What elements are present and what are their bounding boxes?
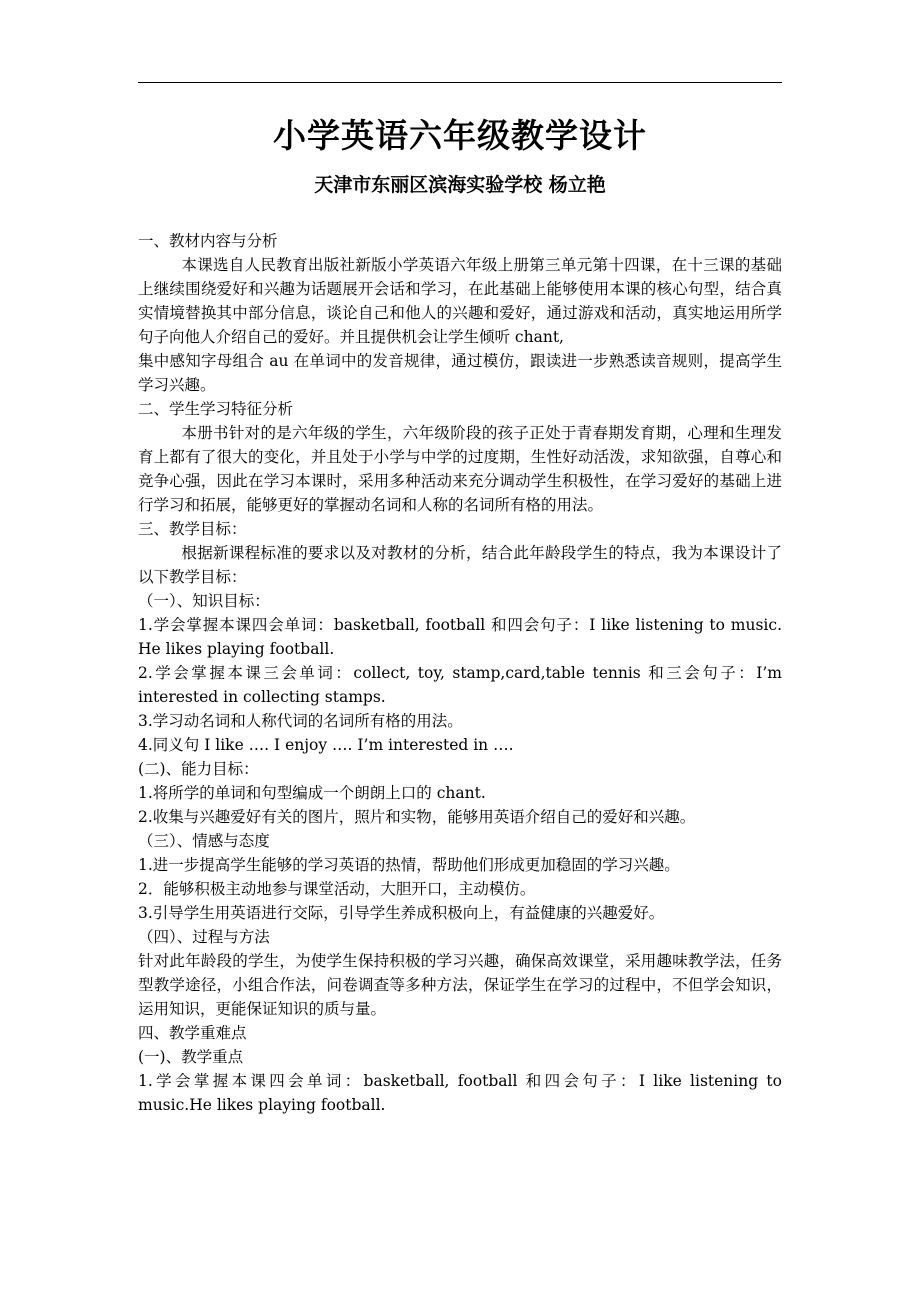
paragraph: 集中感知字母组合 au 在单词中的发音规律，通过模仿，跟读进一步熟悉读音规则，提高学生学习兴趣。 (138, 352, 782, 394)
list-item: 3.学习动名词和人称代词的名词所有格的用法。 (138, 712, 463, 730)
section-heading: 二、学生学习特征分析 (138, 400, 294, 418)
list-item: 1.学会掌握本课四会单词：basketball, football 和四会句子：I like listening to music. He likes playing football. (138, 616, 782, 658)
section-heading: 一、教材内容与分析 (138, 232, 278, 250)
subsection-heading: (二)、能力目标： (138, 760, 259, 778)
subsection-heading: （三）、情感与态度 (138, 832, 270, 850)
header-rule (138, 82, 782, 83)
list-item: 2.学会掌握本课三会单词：collect, toy, stamp,card,table tennis 和三会句子：I’m interested in collecting stamps. (138, 664, 782, 706)
document-body (138, 229, 782, 1117)
document-author: 天津市东丽区滨海实验学校 杨立艳 (314, 174, 606, 196)
list-item: 2．能够积极主动地参与课堂活动，大胆开口，主动模仿。 (138, 880, 536, 898)
list-item: 1.进一步提高学生能够的学习英语的热情，帮助他们形成更加稳固的学习兴趣。 (138, 856, 680, 874)
list-item: 1.学会掌握本课四会单词：basketball, football 和四会句子：I like listening to music.He likes playing football. (138, 1072, 782, 1114)
paragraph: 本册书针对的是六年级的学生，六年级阶段的孩子正处于青春期发育期，心理和生理发育上都有了很大的变化，并且处于小学与中学的过度期，生性好动活泼，求知欲强，自尊心和竞争心强，因此在学习本课时，采用多种活动来充分调动学生积极性，在学习爱好的基础上进行学习和拓展，能够更好的掌握动名词和人称的名词所有格的用法。 (138, 424, 782, 514)
document-title: 小学英语六年级教学设计 (273, 116, 647, 155)
subsection-heading: (一)、教学重点 (138, 1048, 244, 1066)
paragraph: 根据新课程标准的要求以及对教材的分析，结合此年龄段学生的特点，我为本课设计了以下教学目标： (138, 544, 782, 586)
section-heading: 三、教学目标： (138, 520, 247, 538)
paragraph: 本课选自人民教育出版社新版小学英语六年级上册第三单元第十四课，在十三课的基础上继续围绕爱好和兴趣为话题展开会话和学习，在此基础上能够使用本课的核心句型，结合真实情境替换其中部分信息，谈论自己和他人的兴趣和爱好，通过游戏和活动，真实地运用所学句子向他人介绍自己的爱好。并且提供机会让学生倾听 chant, (138, 256, 782, 346)
subsection-heading: （四）、过程与方法 (138, 928, 270, 946)
list-item: 1.将所学的单词和句型编成一个朗朗上口的 chant. (138, 784, 486, 802)
list-item: 3.引导学生用英语进行交际，引导学生养成积极向上，有益健康的兴趣爱好。 (138, 904, 665, 922)
section-heading: 四、教学重难点 (138, 1024, 247, 1042)
subsection-heading: （一）、知识目标： (138, 592, 270, 610)
paragraph: 针对此年龄段的学生，为使学生保持积极的学习兴趣，确保高效课堂，采用趣味教学法，任务型教学途径，小组合作法，问卷调查等多种方法，保证学生在学习的过程中，不但学会知识，运用知识，更能保证知识的质与量。 (138, 952, 782, 1018)
list-item: 4.同义句 I like …. I enjoy …. I’m interested in …. (138, 736, 514, 754)
list-item: 2.收集与兴趣爱好有关的图片，照片和实物，能够用英语介绍自己的爱好和兴趣。 (138, 808, 696, 826)
